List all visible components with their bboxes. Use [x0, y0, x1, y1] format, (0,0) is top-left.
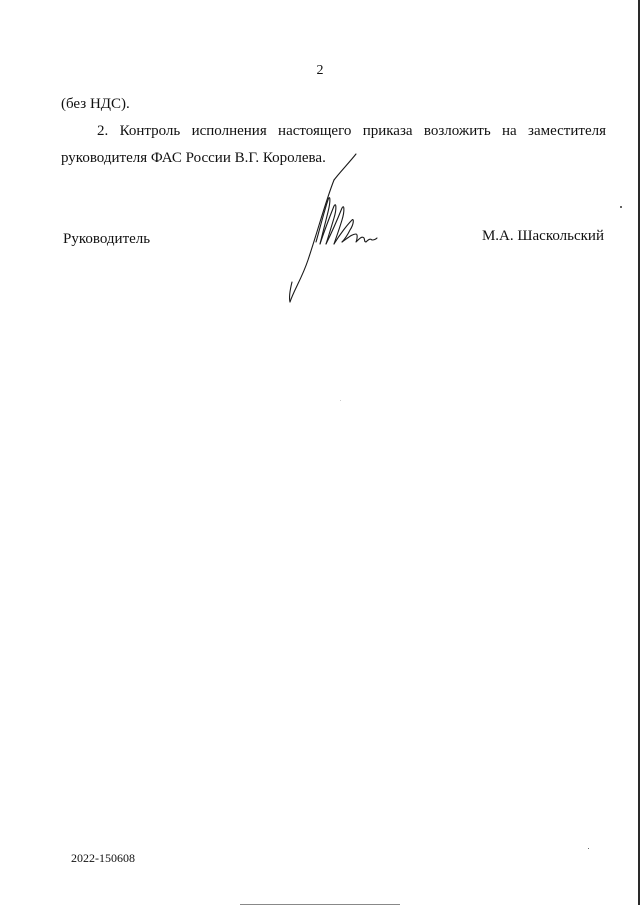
handwritten-signature	[278, 150, 378, 310]
body-text-line-1: (без НДС).	[61, 96, 130, 112]
scan-speck	[588, 848, 589, 849]
signatory-name: М.А. Шаскольский	[481, 228, 604, 244]
body-text-line-3: руководителя ФАС России В.Г. Королева.	[61, 150, 326, 166]
document-number: 2022-150608	[71, 851, 135, 865]
scan-speck	[620, 206, 622, 208]
scan-speck	[340, 400, 341, 401]
signatory-position: Руководитель	[63, 231, 151, 247]
page-number: 2	[316, 63, 324, 78]
body-text-line-2: 2. Контроль исполнения настоящего приказа возложить на заместителя	[97, 123, 606, 139]
